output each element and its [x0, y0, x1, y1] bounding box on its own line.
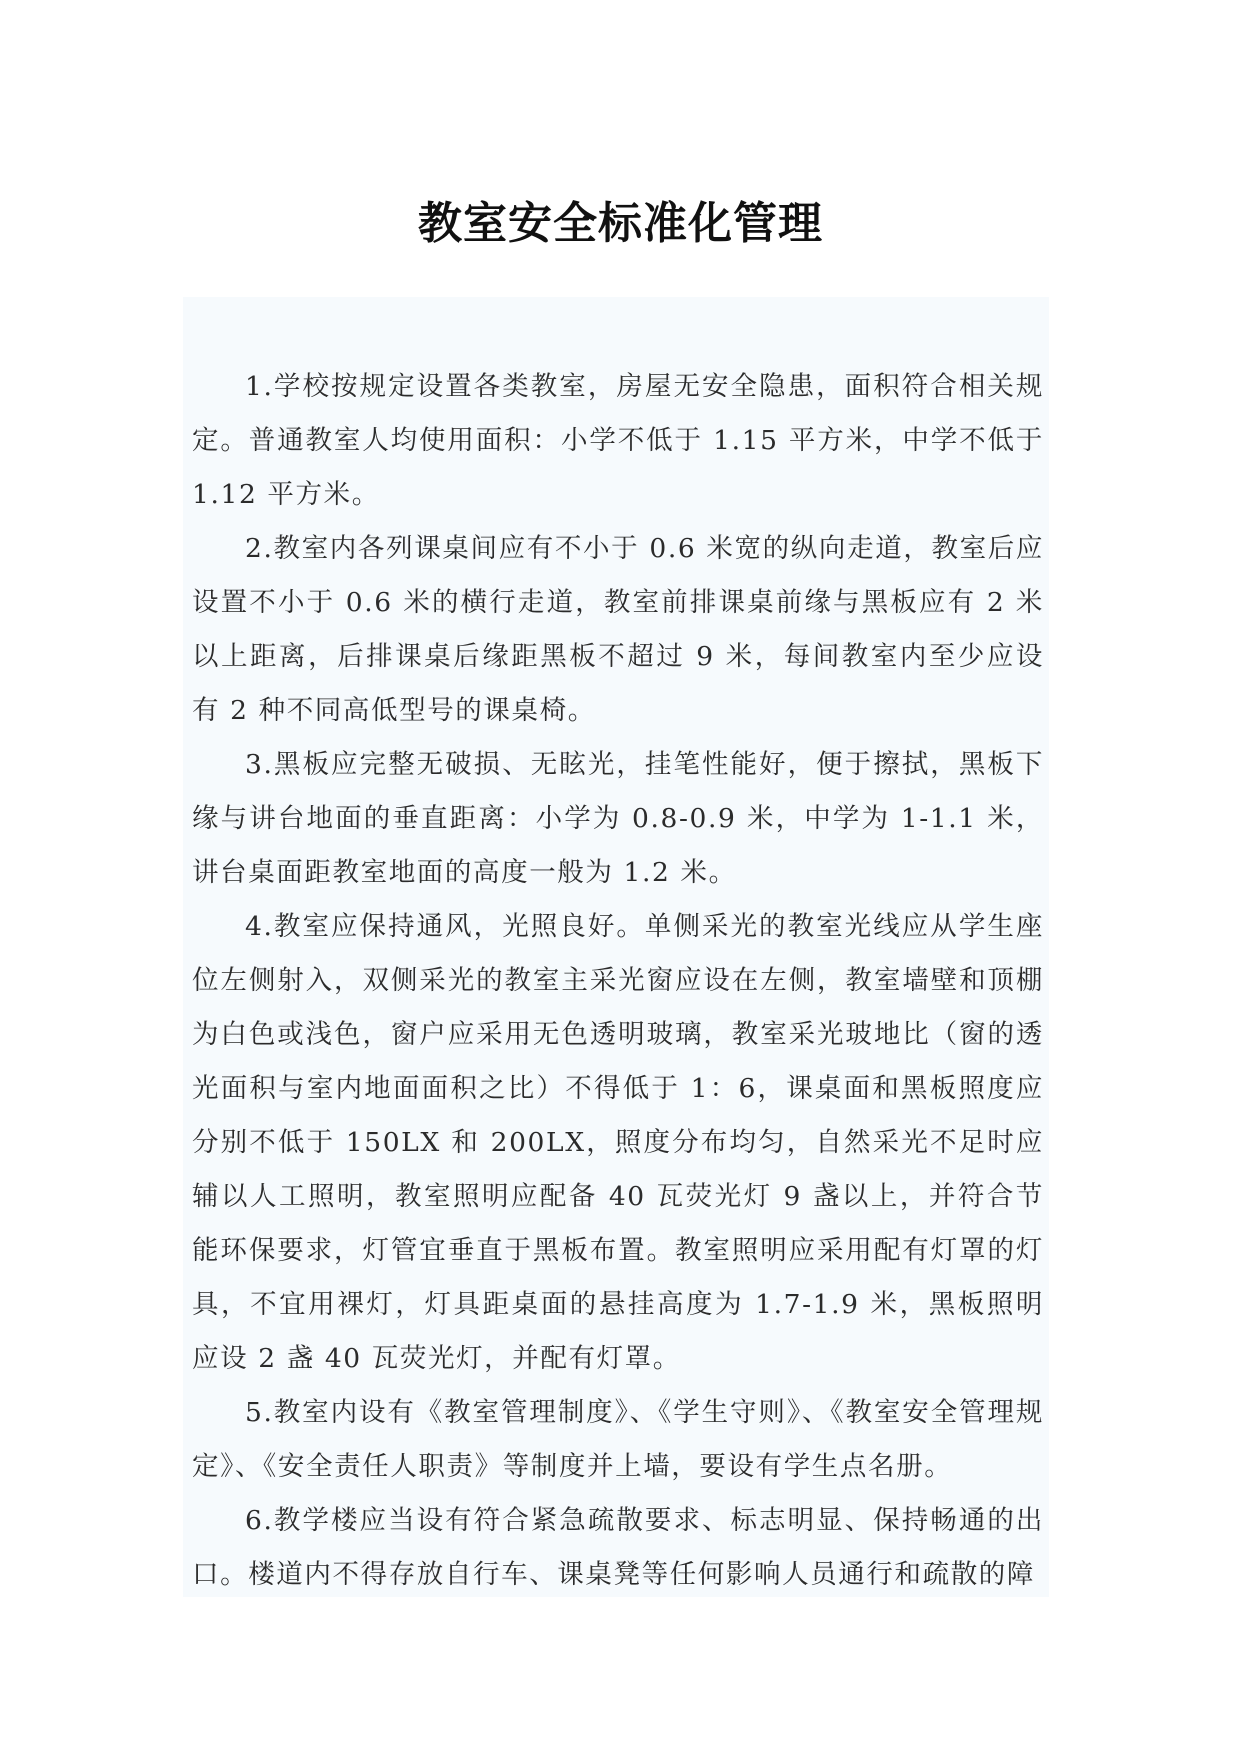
paragraph-5: 5.教室内设有《教室管理制度》、《学生守则》、《教室安全管理规定》、《安全责任人职责》等制度并上墙，要设有学生点名册。 [192, 1397, 1044, 1482]
paragraph-1: 1.学校按规定设置各类教室，房屋无安全隐患，面积符合相关规定。普通教室人均使用面积：小学不低于 1.15 平方米，中学不低于 1.12 平方米。 [192, 371, 1044, 510]
paragraph-3: 3.黑板应完整无破损、无眩光，挂笔性能好，便于擦拭，黑板下缘与讲台地面的垂直距离：小学为 0.8-0.9 米，中学为 1-1.1 米，讲台桌面距教室地面的高度一般为 1.2 米。 [192, 749, 1044, 888]
document-body [192, 360, 1044, 1602]
paragraph-4: 4.教室应保持通风，光照良好。单侧采光的教室光线应从学生座位左侧射入，双侧采光的教室主采光窗应设在左侧，教室墙壁和顶棚为白色或浅色，窗户应采用无色透明玻璃，教室采光玻地比（窗的透光面积与室内地面面积之比）不得低于 1：6，课桌面和黑板照度应分别不低于 150LX 和 200LX，照度分布均匀，自然采光不足时应辅以人工照明，教室照明应配备 40 瓦荧光灯 9 盏以上，并符合节能环保要求，灯管宜垂直于黑板布置。教室照明应采用配有灯罩的灯具，不宜用裸灯，灯具距桌面的悬挂高度为 1.7-1.9 米，黑板照明应设 2 盏 40 瓦荧光灯，并配有灯罩。 [192, 911, 1044, 1374]
document-title: 教室安全标准化管理 [418, 198, 823, 249]
paragraph-2: 2.教室内各列课桌间应有不小于 0.6 米宽的纵向走道，教室后应设置不小于 0.6 米的横行走道，教室前排课桌前缘与黑板应有 2 米以上距离，后排课桌后缘距黑板不超过 9 米，每间教室内至少应设有 2 种不同高低型号的课桌椅。 [192, 533, 1044, 726]
paragraph-6: 6.教学楼应当设有符合紧急疏散要求、标志明显、保持畅通的出口。楼道内不得存放自行车、课桌凳等任何影响人员通行和疏散的障 [192, 1505, 1044, 1590]
